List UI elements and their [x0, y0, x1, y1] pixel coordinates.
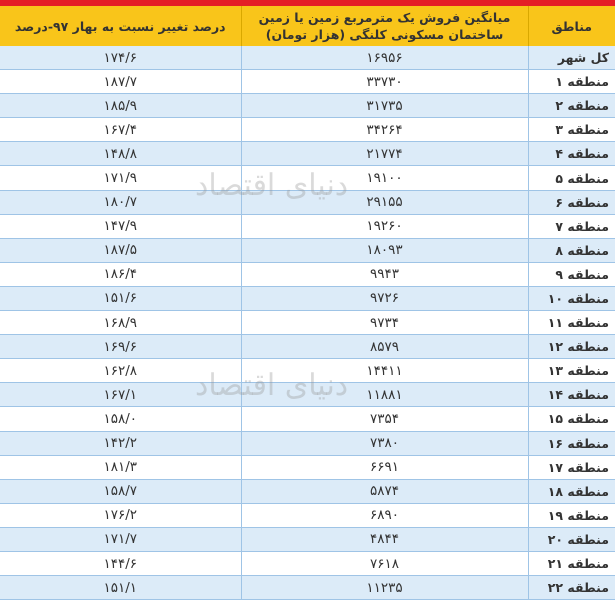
table-row	[0, 527, 615, 551]
change-cell: ۱۴۲/۲	[0, 431, 241, 455]
table-row	[0, 576, 615, 600]
price-cell: ۶۸۹۰	[241, 503, 528, 527]
change-cell: ۱۶۷/۴	[0, 118, 241, 142]
change-cell: ۱۵۸/۰	[0, 407, 241, 431]
price-cell: ۱۱۸۸۱	[241, 383, 528, 407]
table-row	[0, 551, 615, 575]
table-row	[0, 455, 615, 479]
region-cell: منطقه ۲	[528, 94, 615, 118]
change-cell: ۱۵۸/۷	[0, 479, 241, 503]
table-row	[0, 94, 615, 118]
change-cell: ۱۸۷/۷	[0, 70, 241, 94]
price-cell: ۵۸۷۴	[241, 479, 528, 503]
change-cell: ۱۶۹/۶	[0, 335, 241, 359]
change-cell: ۱۸۶/۴	[0, 262, 241, 286]
table-row	[0, 142, 615, 166]
table-row	[0, 311, 615, 335]
change-cell: ۱۷۱/۷	[0, 527, 241, 551]
price-cell: ۱۴۴۱۱	[241, 359, 528, 383]
region-cell: منطقه ۹	[528, 262, 615, 286]
change-cell: ۱۷۴/۶	[0, 46, 241, 70]
region-cell: منطقه ۲۱	[528, 551, 615, 575]
region-cell: منطقه ۱۵	[528, 407, 615, 431]
change-cell: ۱۸۰/۷	[0, 190, 241, 214]
price-cell: ۷۶۱۸	[241, 551, 528, 575]
change-cell: ۱۶۲/۸	[0, 359, 241, 383]
price-table	[0, 6, 615, 600]
change-cell: ۱۸۷/۵	[0, 238, 241, 262]
price-cell: ۱۹۲۶۰	[241, 214, 528, 238]
table-row	[0, 335, 615, 359]
change-cell: ۱۷۶/۲	[0, 503, 241, 527]
table-row	[0, 407, 615, 431]
region-cell: منطقه ۱۴	[528, 383, 615, 407]
table-body	[0, 46, 615, 600]
region-cell: منطقه ۱۳	[528, 359, 615, 383]
change-cell: ۱۵۱/۱	[0, 576, 241, 600]
price-cell: ۹۹۴۳	[241, 262, 528, 286]
header-price: میانگین فروش یک مترمربع زمین یا زمین ساختمان مسکونی کلنگی (هزار تومان)	[241, 6, 528, 46]
price-cell: ۷۳۸۰	[241, 431, 528, 455]
region-cell: منطقه ۸	[528, 238, 615, 262]
region-cell: کل شهر	[528, 46, 615, 70]
region-cell: منطقه ۱۶	[528, 431, 615, 455]
price-cell: ۱۸۰۹۳	[241, 238, 528, 262]
change-cell: ۱۵۱/۶	[0, 286, 241, 310]
region-cell: منطقه ۱۸	[528, 479, 615, 503]
table-row	[0, 214, 615, 238]
region-cell: منطقه ۳	[528, 118, 615, 142]
table-row	[0, 383, 615, 407]
table-row	[0, 503, 615, 527]
region-cell: منطقه ۱۹	[528, 503, 615, 527]
region-cell: منطقه ۱	[528, 70, 615, 94]
region-cell: منطقه ۲۲	[528, 576, 615, 600]
price-cell: ۱۱۲۳۵	[241, 576, 528, 600]
region-cell: منطقه ۶	[528, 190, 615, 214]
region-cell: منطقه ۵	[528, 166, 615, 190]
change-cell: ۱۴۴/۶	[0, 551, 241, 575]
table-row	[0, 70, 615, 94]
header-region: مناطق	[528, 6, 615, 46]
table-row	[0, 190, 615, 214]
region-cell: منطقه ۱۲	[528, 335, 615, 359]
price-cell: ۱۶۹۵۶	[241, 46, 528, 70]
table-row	[0, 238, 615, 262]
table-row	[0, 359, 615, 383]
table-row	[0, 46, 615, 70]
region-cell: منطقه ۱۷	[528, 455, 615, 479]
price-cell: ۳۴۲۶۴	[241, 118, 528, 142]
price-cell: ۱۹۱۰۰	[241, 166, 528, 190]
watermark-top: دنیای اقتصاد	[195, 168, 349, 203]
price-cell: ۴۸۴۴	[241, 527, 528, 551]
table-row	[0, 286, 615, 310]
change-cell: ۱۴۷/۹	[0, 214, 241, 238]
change-cell: ۱۷۱/۹	[0, 166, 241, 190]
table-row	[0, 479, 615, 503]
price-cell: ۲۱۷۷۴	[241, 142, 528, 166]
table-header-row	[0, 6, 615, 46]
table-row	[0, 431, 615, 455]
price-cell: ۷۳۵۴	[241, 407, 528, 431]
change-cell: ۱۶۷/۱	[0, 383, 241, 407]
region-cell: منطقه ۷	[528, 214, 615, 238]
price-cell: ۶۶۹۱	[241, 455, 528, 479]
table-row	[0, 166, 615, 190]
price-cell: ۳۳۷۳۰	[241, 70, 528, 94]
table-row	[0, 118, 615, 142]
price-cell: ۹۷۳۴	[241, 311, 528, 335]
region-cell: منطقه ۲۰	[528, 527, 615, 551]
price-cell: ۳۱۷۳۵	[241, 94, 528, 118]
price-cell: ۹۷۲۶	[241, 286, 528, 310]
region-cell: منطقه ۴	[528, 142, 615, 166]
region-cell: منطقه ۱۱	[528, 311, 615, 335]
watermark-bottom: دنیای اقتصاد	[195, 368, 349, 403]
change-cell: ۱۸۱/۳	[0, 455, 241, 479]
table-row	[0, 262, 615, 286]
header-change: درصد تغییر نسبت به بهار ۹۷-درصد	[0, 6, 241, 46]
price-cell: ۸۵۷۹	[241, 335, 528, 359]
region-cell: منطقه ۱۰	[528, 286, 615, 310]
change-cell: ۱۸۵/۹	[0, 94, 241, 118]
price-cell: ۲۹۱۵۵	[241, 190, 528, 214]
change-cell: ۱۴۸/۸	[0, 142, 241, 166]
change-cell: ۱۶۸/۹	[0, 311, 241, 335]
